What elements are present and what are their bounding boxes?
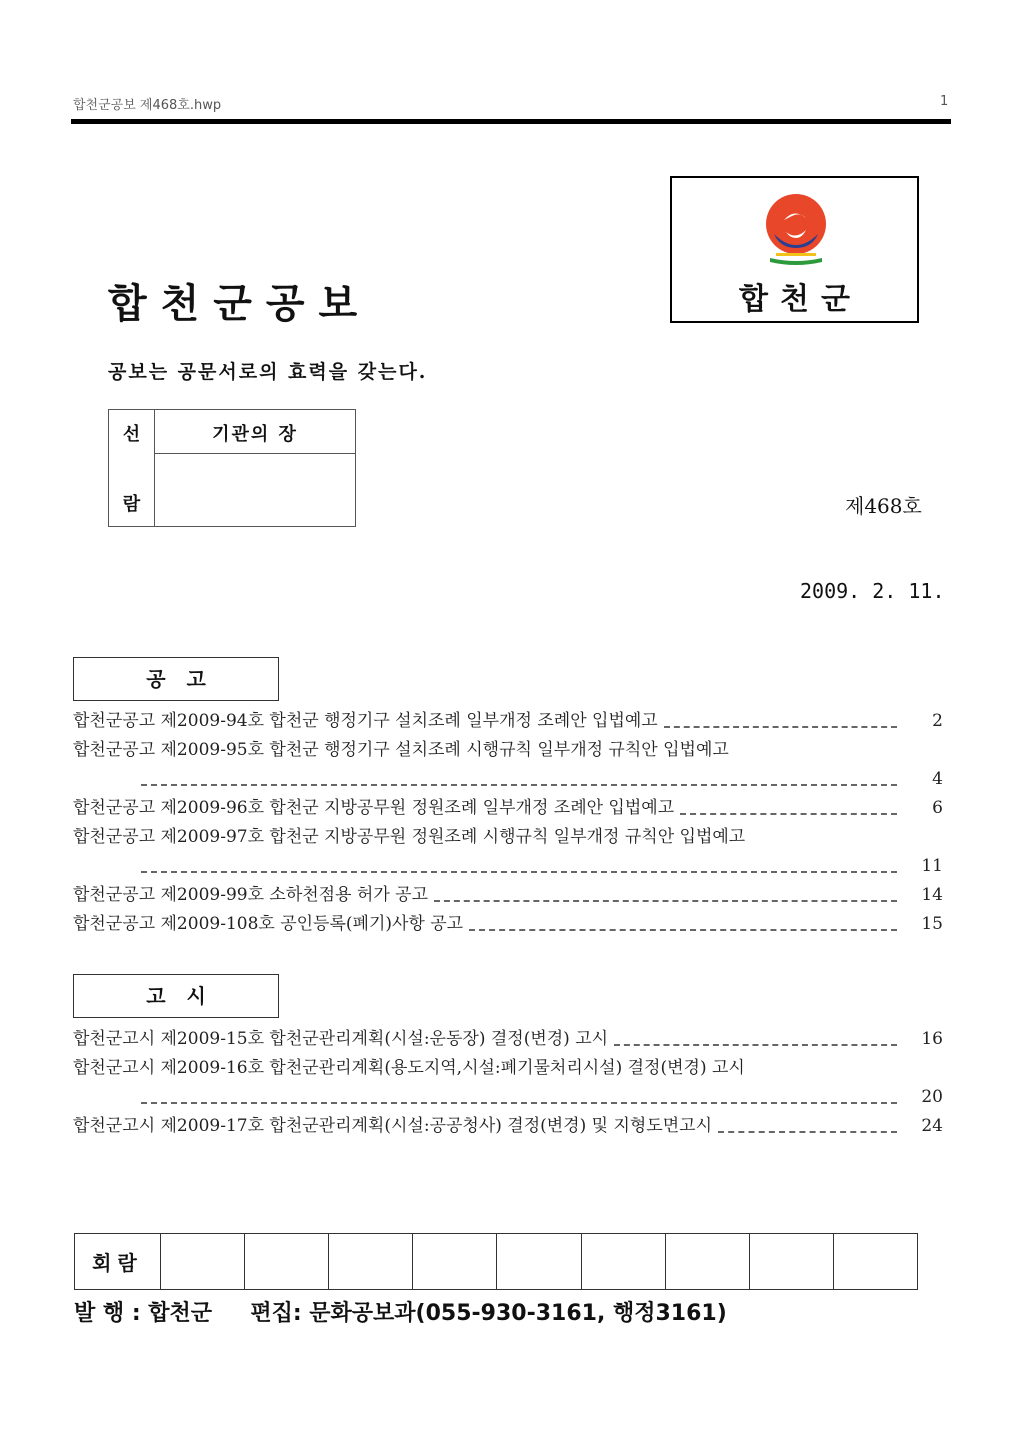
- publisher-line: 발 행 : 합천군 편집: 문화공보과(055-930-3161, 행정3161): [74, 1301, 727, 1326]
- sign-off-box: [108, 409, 356, 527]
- circulation-cell: [749, 1234, 833, 1289]
- county-logo: [670, 176, 919, 323]
- circulation-cell: [328, 1234, 412, 1289]
- toc-entry-page: 2: [932, 711, 943, 731]
- section-header-announcements: 고 시: [73, 974, 279, 1018]
- toc-entry: [73, 707, 943, 736]
- circulation-cell: [160, 1234, 244, 1289]
- toc-leader: [434, 900, 897, 902]
- toc-leader: [614, 1044, 897, 1046]
- toc-entry: [73, 794, 943, 823]
- circulation-cell: [581, 1234, 665, 1289]
- toc-entry-continuation: [73, 852, 943, 881]
- toc-entry-page: 16: [921, 1029, 943, 1049]
- toc-entry-page: 20: [921, 1087, 943, 1107]
- county-emblem-icon: [756, 190, 836, 270]
- toc-entry: [73, 736, 943, 765]
- toc-entry: [73, 1112, 943, 1141]
- toc-entry-title: 합천군공고 제2009-94호 합천군 행정기구 설치조례 일부개정 조례안 입법예고: [73, 711, 658, 731]
- toc-entry-title: 합천군공고 제2009-99호 소하천점용 허가 공고: [73, 885, 429, 905]
- toc-entry-continuation: [73, 765, 943, 794]
- logo-text: 합천군: [739, 282, 862, 317]
- issue-number: 제468호: [845, 494, 922, 518]
- page-title: 합천군공보: [108, 281, 372, 327]
- toc-notices: [73, 707, 943, 939]
- toc-leader: [664, 726, 897, 728]
- toc-entry-title: 합천군고시 제2009-15호 합천군관리계획(시설:운동장) 결정(변경) 고시: [73, 1029, 609, 1049]
- toc-entry-page: 15: [921, 914, 943, 934]
- circulation-cell: [833, 1234, 917, 1289]
- toc-entry-title: 합천군공고 제2009-96호 합천군 지방공무원 정원조례 일부개정 조례안 입법예고: [73, 798, 675, 818]
- toc-leader: [141, 784, 897, 786]
- toc-leader: [469, 929, 897, 931]
- running-header-filename: 합천군공보 제468호.hwp: [73, 98, 222, 113]
- toc-entry-page: 14: [921, 885, 943, 905]
- toc-entry-title: 합천군고시 제2009-16호 합천군관리계획(용도지역,시설:폐기물처리시설) 결정(변경) 고시: [73, 1058, 745, 1078]
- toc-entry: [73, 910, 943, 939]
- toc-entry-title: 합천군공고 제2009-108호 공인등록(폐기)사항 공고: [73, 914, 464, 934]
- issue-date: 2009. 2. 11.: [800, 579, 945, 603]
- toc-entry-continuation: [73, 1083, 943, 1112]
- toc-entry-title: 합천군공고 제2009-95호 합천군 행정기구 설치조례 시행규칙 일부개정 규칙안 입법예고: [73, 740, 729, 760]
- toc-announcements: [73, 1025, 943, 1141]
- toc-leader: [141, 871, 897, 873]
- section-header-notices: 공 고: [73, 657, 279, 701]
- toc-entry-title: 합천군공고 제2009-97호 합천군 지방공무원 정원조례 시행규칙 일부개정 규칙안 입법예고: [73, 827, 746, 847]
- toc-entry: [73, 1054, 943, 1083]
- toc-entry-page: 6: [932, 798, 943, 818]
- running-header-page-number: 1: [940, 94, 949, 109]
- circulation-table: [74, 1233, 918, 1290]
- toc-entry-page: 4: [932, 769, 943, 789]
- toc-entry-page: 11: [921, 856, 943, 876]
- circulation-cell: [244, 1234, 328, 1289]
- toc-entry: [73, 823, 943, 852]
- sign-off-label-top: 선: [122, 424, 141, 445]
- sign-off-header: 기관의 장: [212, 424, 298, 445]
- toc-leader: [680, 813, 897, 815]
- circulation-label: 회람: [92, 1251, 143, 1275]
- circulation-cell: [665, 1234, 749, 1289]
- toc-entry: [73, 881, 943, 910]
- toc-leader: [141, 1102, 897, 1104]
- toc-entry: [73, 1025, 943, 1054]
- sign-off-label-bottom: 람: [122, 494, 141, 515]
- circulation-cell: [412, 1234, 496, 1289]
- circulation-cell: [496, 1234, 580, 1289]
- toc-entry-page: 24: [921, 1116, 943, 1136]
- toc-entry-title: 합천군고시 제2009-17호 합천군관리계획(시설:공공청사) 결정(변경) 및 지형도면고시: [73, 1116, 712, 1136]
- page-subtitle: 공보는 공문서로의 효력을 갖는다.: [108, 361, 428, 383]
- toc-leader: [718, 1131, 897, 1133]
- header-rule: [71, 119, 951, 124]
